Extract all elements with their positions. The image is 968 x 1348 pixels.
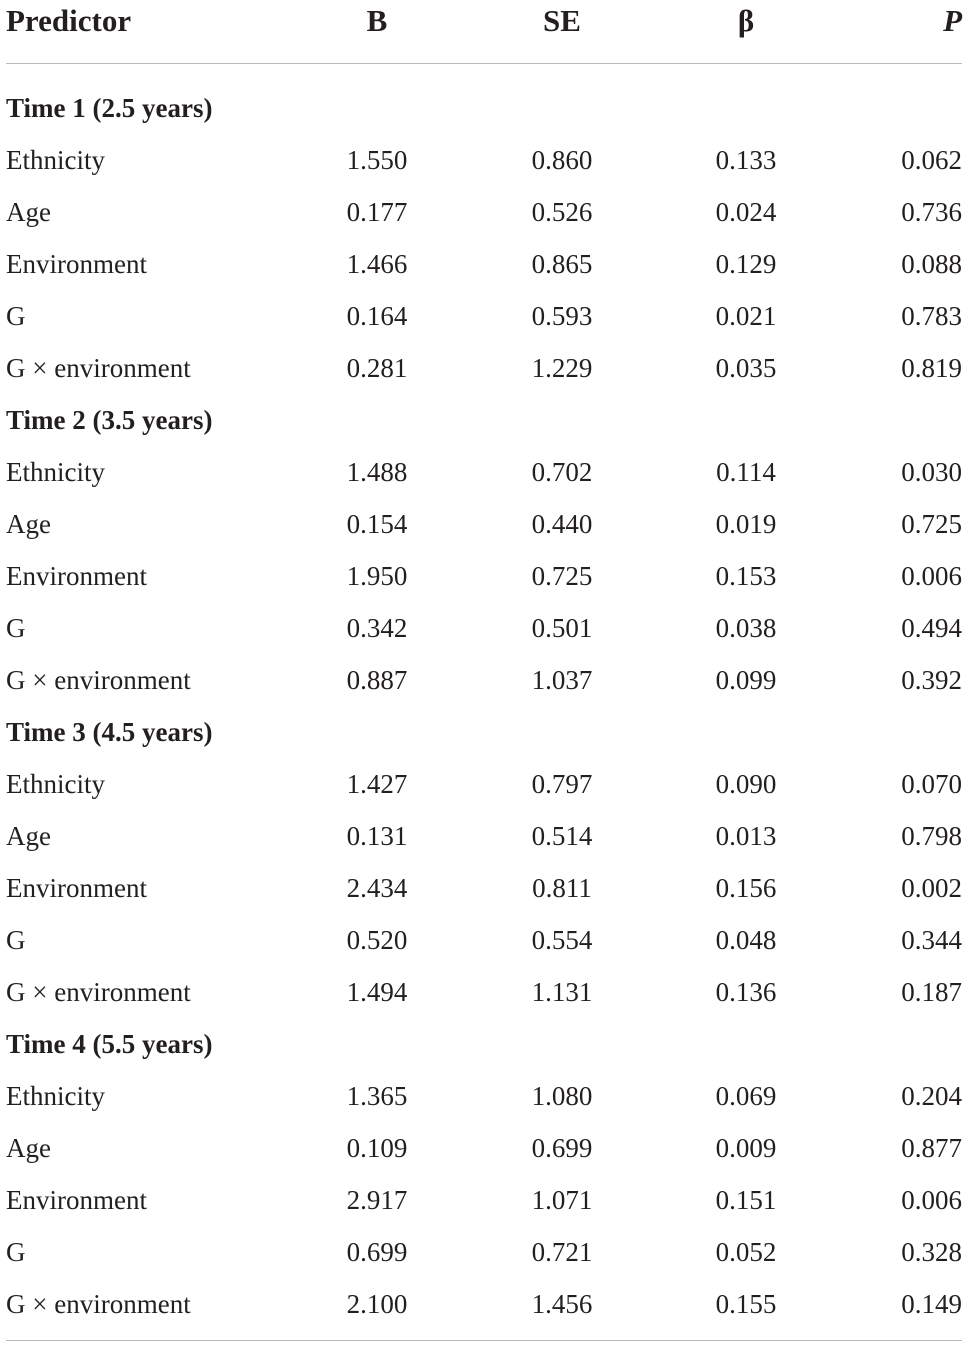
cell-beta: 0.009 bbox=[715, 1133, 777, 1163]
cell-beta: 0.136 bbox=[715, 977, 777, 1007]
cell-predictor: Ethnicity bbox=[6, 769, 105, 799]
cell-se: 0.797 bbox=[531, 769, 593, 799]
table-row bbox=[0, 446, 968, 498]
cell-se: 0.811 bbox=[532, 873, 592, 903]
cell-beta: 0.156 bbox=[715, 873, 777, 903]
cell-beta: 0.048 bbox=[715, 925, 777, 955]
table-row bbox=[0, 1070, 968, 1122]
cell-p: 0.204 bbox=[901, 1081, 962, 1111]
cell-b: 0.131 bbox=[346, 821, 408, 851]
cell-beta: 0.024 bbox=[715, 197, 777, 227]
cell-se: 0.721 bbox=[531, 1237, 593, 1267]
cell-p: 0.088 bbox=[901, 249, 962, 279]
cell-p: 0.798 bbox=[901, 821, 962, 851]
cell-se: 1.080 bbox=[531, 1081, 593, 1111]
cell-se: 0.501 bbox=[531, 613, 593, 643]
cell-se: 1.456 bbox=[531, 1289, 593, 1319]
group-label: Time 1 (2.5 years) bbox=[6, 93, 213, 123]
cell-predictor: G bbox=[6, 613, 26, 643]
cell-se: 0.702 bbox=[531, 457, 593, 487]
group-row bbox=[0, 1018, 968, 1070]
cell-b: 0.887 bbox=[346, 665, 408, 695]
cell-p: 0.392 bbox=[901, 665, 962, 695]
cell-predictor: G × environment bbox=[6, 977, 191, 1007]
cell-predictor: G × environment bbox=[6, 665, 191, 695]
cell-b: 1.427 bbox=[346, 769, 408, 799]
cell-p: 0.494 bbox=[901, 613, 962, 643]
header-p: P bbox=[943, 3, 962, 38]
table-row bbox=[0, 1174, 968, 1226]
table-row bbox=[0, 1278, 968, 1330]
table-header bbox=[0, 0, 968, 44]
group-row bbox=[0, 706, 968, 758]
table-row bbox=[0, 134, 968, 186]
table-row bbox=[0, 1226, 968, 1278]
cell-b: 1.466 bbox=[346, 249, 408, 279]
cell-predictor: G bbox=[6, 301, 26, 331]
cell-predictor: Ethnicity bbox=[6, 1081, 105, 1111]
cell-predictor: G bbox=[6, 925, 26, 955]
cell-beta: 0.013 bbox=[715, 821, 777, 851]
cell-se: 0.865 bbox=[531, 249, 593, 279]
table-row bbox=[0, 186, 968, 238]
cell-se: 0.725 bbox=[531, 561, 593, 591]
cell-predictor: G × environment bbox=[6, 1289, 191, 1319]
cell-p: 0.725 bbox=[901, 509, 962, 539]
cell-predictor: Age bbox=[6, 509, 51, 539]
header-divider bbox=[6, 63, 962, 64]
table-row bbox=[0, 758, 968, 810]
table-row bbox=[0, 862, 968, 914]
cell-predictor: G bbox=[6, 1237, 26, 1267]
cell-p: 0.006 bbox=[901, 561, 962, 591]
group-row bbox=[0, 394, 968, 446]
cell-p: 0.187 bbox=[901, 977, 962, 1007]
cell-b: 2.917 bbox=[346, 1185, 408, 1215]
table-row bbox=[0, 342, 968, 394]
cell-se: 0.593 bbox=[531, 301, 593, 331]
table-row bbox=[0, 238, 968, 290]
cell-b: 0.177 bbox=[346, 197, 408, 227]
cell-beta: 0.129 bbox=[715, 249, 777, 279]
cell-b: 0.281 bbox=[346, 353, 408, 383]
cell-p: 0.070 bbox=[901, 769, 962, 799]
table-row bbox=[0, 1122, 968, 1174]
cell-b: 1.494 bbox=[346, 977, 408, 1007]
cell-se: 0.554 bbox=[531, 925, 593, 955]
cell-predictor: Environment bbox=[6, 1185, 147, 1215]
cell-predictor: Environment bbox=[6, 873, 147, 903]
cell-predictor: Ethnicity bbox=[6, 145, 105, 175]
cell-b: 0.699 bbox=[346, 1237, 408, 1267]
cell-beta: 0.069 bbox=[715, 1081, 777, 1111]
table-row bbox=[0, 914, 968, 966]
cell-b: 0.109 bbox=[346, 1133, 408, 1163]
table-row bbox=[0, 550, 968, 602]
header-b: B bbox=[366, 3, 388, 38]
cell-beta: 0.019 bbox=[715, 509, 777, 539]
table-row bbox=[0, 966, 968, 1018]
cell-p: 0.030 bbox=[901, 457, 962, 487]
table-row bbox=[0, 602, 968, 654]
table-row bbox=[0, 290, 968, 342]
cell-se: 1.071 bbox=[531, 1185, 593, 1215]
cell-beta: 0.099 bbox=[715, 665, 777, 695]
cell-beta: 0.021 bbox=[715, 301, 777, 331]
cell-beta: 0.153 bbox=[715, 561, 777, 591]
table-row bbox=[0, 654, 968, 706]
cell-beta: 0.133 bbox=[715, 145, 777, 175]
header-se: SE bbox=[543, 3, 581, 38]
cell-p: 0.149 bbox=[901, 1289, 962, 1319]
cell-b: 1.950 bbox=[346, 561, 408, 591]
cell-se: 0.526 bbox=[531, 197, 593, 227]
group-label: Time 3 (4.5 years) bbox=[6, 717, 213, 747]
group-row bbox=[0, 82, 968, 134]
cell-beta: 0.035 bbox=[715, 353, 777, 383]
table-row bbox=[0, 810, 968, 862]
cell-b: 1.550 bbox=[346, 145, 408, 175]
cell-se: 0.440 bbox=[531, 509, 593, 539]
cell-b: 1.488 bbox=[346, 457, 408, 487]
cell-p: 0.783 bbox=[901, 301, 962, 331]
cell-p: 0.006 bbox=[901, 1185, 962, 1215]
cell-predictor: Age bbox=[6, 1133, 51, 1163]
cell-p: 0.877 bbox=[901, 1133, 962, 1163]
cell-predictor: Ethnicity bbox=[6, 457, 105, 487]
cell-predictor: Environment bbox=[6, 561, 147, 591]
table-body bbox=[0, 82, 968, 1330]
table-row bbox=[0, 498, 968, 550]
cell-p: 0.328 bbox=[901, 1237, 962, 1267]
cell-b: 0.164 bbox=[346, 301, 408, 331]
header-predictor: Predictor bbox=[6, 3, 132, 38]
cell-predictor: Age bbox=[6, 197, 51, 227]
cell-predictor: Environment bbox=[6, 249, 147, 279]
cell-p: 0.062 bbox=[901, 145, 962, 175]
cell-beta: 0.151 bbox=[715, 1185, 777, 1215]
cell-se: 1.131 bbox=[531, 977, 593, 1007]
cell-se: 0.514 bbox=[531, 821, 593, 851]
group-label: Time 2 (3.5 years) bbox=[6, 405, 213, 435]
cell-beta: 0.155 bbox=[715, 1289, 777, 1319]
cell-se: 1.229 bbox=[531, 353, 593, 383]
cell-p: 0.002 bbox=[901, 873, 962, 903]
cell-beta: 0.114 bbox=[716, 457, 776, 487]
group-label: Time 4 (5.5 years) bbox=[6, 1029, 213, 1059]
cell-p: 0.344 bbox=[901, 925, 962, 955]
cell-se: 0.860 bbox=[531, 145, 593, 175]
cell-b: 0.154 bbox=[346, 509, 408, 539]
cell-beta: 0.038 bbox=[715, 613, 777, 643]
cell-b: 0.520 bbox=[346, 925, 408, 955]
cell-predictor: Age bbox=[6, 821, 51, 851]
cell-b: 1.365 bbox=[346, 1081, 408, 1111]
cell-p: 0.819 bbox=[901, 353, 962, 383]
cell-predictor: G × environment bbox=[6, 353, 191, 383]
header-beta: β bbox=[737, 3, 755, 38]
cell-beta: 0.052 bbox=[715, 1237, 777, 1267]
cell-se: 0.699 bbox=[531, 1133, 593, 1163]
cell-b: 2.434 bbox=[346, 873, 408, 903]
table-bottom-rule bbox=[6, 1340, 962, 1341]
cell-beta: 0.090 bbox=[715, 769, 777, 799]
cell-se: 1.037 bbox=[531, 665, 593, 695]
cell-b: 0.342 bbox=[346, 613, 408, 643]
cell-b: 2.100 bbox=[346, 1289, 408, 1319]
cell-p: 0.736 bbox=[901, 197, 962, 227]
